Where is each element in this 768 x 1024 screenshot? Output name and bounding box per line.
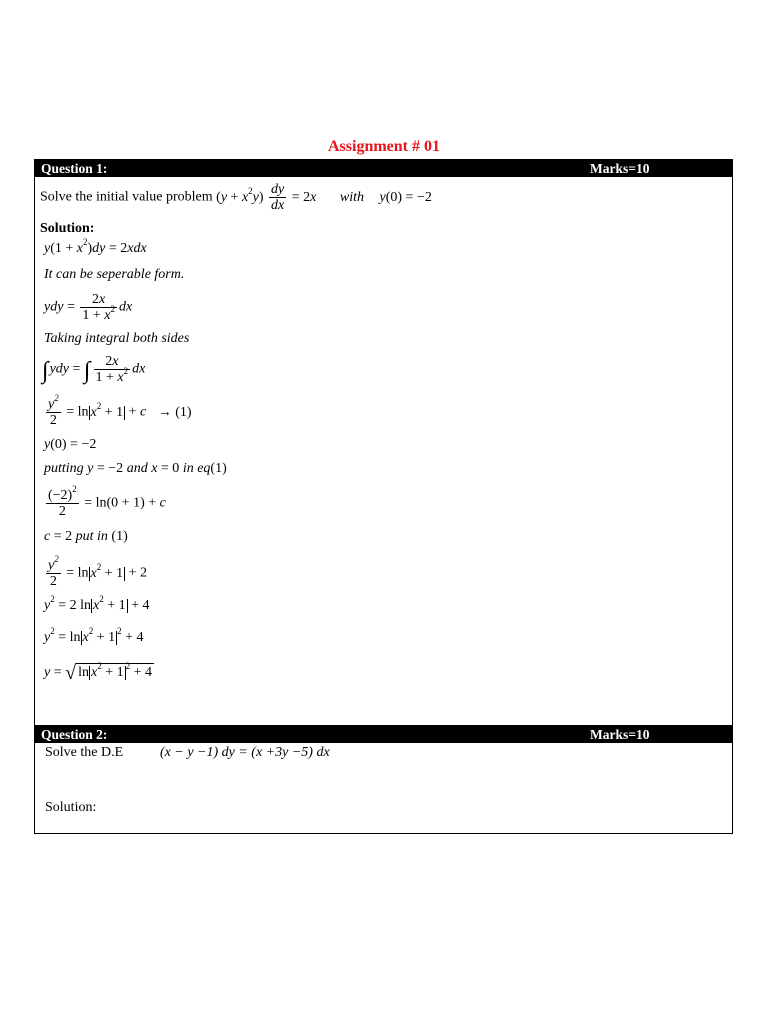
put-in-text: put in bbox=[75, 529, 108, 544]
step-integral-equation: ∫ydy = ∫ $\frac{2x}{1 + x^2}$ dx bbox=[42, 354, 146, 385]
step-separated-equation: $y(1 + x^2)dy = 2xdx$ bbox=[44, 237, 147, 256]
step-ydy: ydy = $\frac{2x}{1 + x^2}$ dx bbox=[44, 292, 133, 323]
question-1-header bbox=[35, 160, 732, 177]
step-y-squared-log: $y^2 = \ln x^2 + 1$ $^2$ + 4 bbox=[44, 626, 144, 645]
step-separable-note: It can be seperable form. bbox=[44, 267, 185, 282]
ivp-equation: $(y + x^2y)$ $\frac{dy}{dx}$ = 2x with y(0) = −2 bbox=[216, 182, 432, 213]
step-putting: putting y = −2 and x = 0 in eq(1) bbox=[44, 461, 227, 476]
question-1-prompt: Solve the initial value problem bbox=[40, 189, 213, 205]
question-1-solution-label: Solution: bbox=[40, 221, 95, 236]
step-substituted-c: $\frac{y^2}{2}$ = $\ln x^2 + 1 + 2$ bbox=[48, 554, 148, 589]
step-initial-condition: y(0) = −2 bbox=[44, 437, 97, 452]
question-2-prompt-line bbox=[45, 745, 123, 761]
step-integrated-eq1: $\frac{y^2}{2}$ = $\ln x^2 + 1 + c \to (1)$ bbox=[48, 393, 192, 428]
question-2-prompt: Solve the D.E bbox=[45, 745, 124, 760]
step-integral-note: Taking integral both sides bbox=[44, 331, 190, 346]
step-substitution: $\frac{(-2)^2}{2}$ = ln(0 + 1) + c bbox=[48, 484, 166, 519]
question-2-equation: (x − y −1) dy = (x +3y −5) dx bbox=[160, 745, 330, 760]
question-1-prompt-line bbox=[40, 182, 432, 213]
putting-text: putting bbox=[44, 461, 84, 476]
assignment-title: Assignment # 01 bbox=[327, 138, 440, 155]
step-final-answer: y = √ $\ln x^2 + 1$ $^2$ + 4 bbox=[44, 661, 153, 684]
question-1-marks: Marks=10 bbox=[590, 161, 650, 176]
step-y-squared: $y^2 = 2$ $\ln x^2 + 1 + 4$ bbox=[44, 594, 150, 613]
question-2-box bbox=[34, 725, 733, 834]
question-2-solution-label: Solution: bbox=[45, 800, 97, 815]
question-2-label: Question 2: bbox=[41, 727, 108, 742]
question-2-header bbox=[35, 726, 732, 743]
step-c-value: c = 2 put in (1) bbox=[44, 529, 128, 544]
question-2-marks: Marks=10 bbox=[590, 727, 650, 742]
question-1-label: Question 1: bbox=[41, 161, 108, 176]
